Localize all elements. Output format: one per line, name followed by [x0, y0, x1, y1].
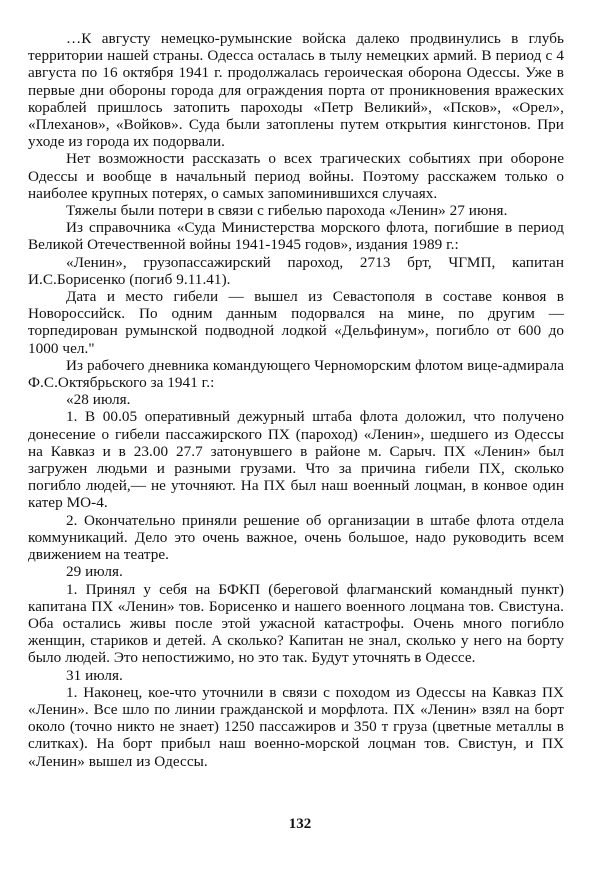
book-page-text [28, 30, 564, 770]
paragraph-lenin-entry: «Ленин», грузопассажирский пароход, 2713 брт, ЧГМП, капитан И.С.Борисенко (погиб 9.11.41). [28, 253, 564, 288]
paragraph-no-possibility: Нет возможности рассказать о всех трагических событиях при обороне Одессы и вообще в начальный период войны. Поэтому расскажем только о наиболее крупных потерях, о самых запоминившихся случаях. [28, 150, 564, 202]
paragraph-report-item-1: 1. В 00.05 оперативный дежурный штаба флота доложил, что получено донесение о гибели пассажирского ПХ (пароход) «Ленин», шедшего из Одессы на Кавказ и в 23.00 27.7 затонувшего в районе м. Сарыч. ПХ «Ленин» был загружен людьми и разными грузами. Что за причина гибели ПХ, сколько погибло людей,— не уточняют. На ПХ был наш военный лоцман, в конвое один катер МО-4. [28, 408, 564, 512]
paragraph-heavy-losses: Тяжелы были потери в связи с гибелью парохода «Ленин» 27 июня. [66, 202, 508, 220]
paragraph-reference-book: Из справочника «Суда Министерства морского флота, погибшие в период Великой Отечественной войны 1941-1945 годов», издания 1989 г.: [28, 219, 564, 254]
paragraph-report-item-2: 2. Окончательно приняли решение об организации в штабе флота отдела коммуникаций. Дело это очень важное, очень большое, надо руководить всем движением на театре. [28, 511, 564, 564]
paragraph-captain-meeting: 1. Принял у себя на БФКП (береговой флагманский командный пункт) капитана ПХ «Ленин» тов. Борисенко и нашего военного лоцмана тов. Свистуна. Оба остались живы после этой ужасной катастрофы. Очень много погибло женщин, стариков и детей. А сколько? Капитан не знал, сколько у него на борту было людей. Это непостижимо, но это так. Будут уточнять в Одессе. [28, 580, 564, 667]
paragraph-diary-intro: Из рабочего дневника командующего Черноморским флотом вице-адмирала Ф.С.Октябрьского за 1941 г.: [28, 356, 564, 392]
paragraph-date-place: Дата и место гибели — вышел из Севастополя в составе конвоя в Новороссийск. По одним данным подорвался на мине, по другим — торпедирован румынской подводной лодкой «Дельфинум», погибло от 600 до 1000 чел." [28, 288, 564, 357]
page-number: 132 [288, 816, 312, 832]
paragraph-clarified: 1. Наконец, кое-что уточнили в связи с походом из Одессы на Кавказ ПХ «Ленин». Все шло по линии гражданской и морфлота. ПХ «Ленин» взял на борт около (точно никто не знает) 1250 пассажиров и 350 т груза (цветные металлы в слитках). На борт прибыл наш военно-морской лоцман тов. Свистун, и ПХ «Ленин» вышел из Одессы. [28, 683, 564, 770]
paragraph-odessa-defense: …К августу немецко-румынские войска далеко продвинулись в глубь территории нашей страны. Одесса осталась в тылу немецких армий. В период с 4 августа по 16 октября 1941 г. продолжалась героическая оборона Одессы. Уже в первые дни обороны города для ограждения порта от проникновения вражеских кораблей пришлось затопить пароходы «Петр Великий», «Псков», «Орел», «Плеханов», «Войков». Суда были затоплены путем открытия кингстонов. При уходе из города их подорвали. [28, 30, 564, 151]
diary-date-31-july: 31 июля. [66, 666, 123, 684]
diary-date-29-july: 29 июля. [66, 563, 123, 581]
diary-date-28-july: «28 июля. [66, 391, 131, 409]
